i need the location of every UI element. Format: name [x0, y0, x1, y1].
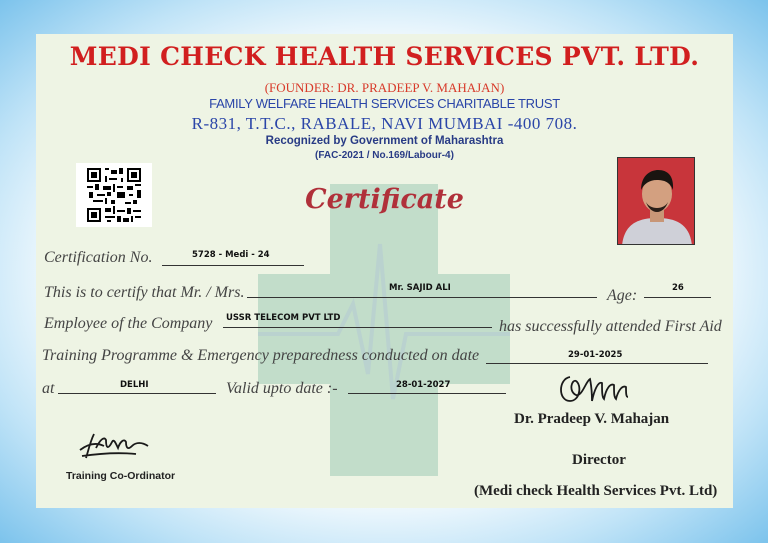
- cert-no-value: 5728 - Medi - 24: [192, 250, 270, 260]
- valid-date: 28-01-2027: [396, 380, 451, 390]
- training-label: Training Programme & Emergency preparedness conducted on date: [42, 347, 480, 364]
- attended-label: has successfully attended First Aid: [499, 318, 722, 335]
- at-label: at: [42, 380, 55, 397]
- recognition: Recognized by Government of Maharashtra: [265, 135, 504, 147]
- age-label: Age:: [607, 287, 638, 304]
- address: R-831, T.T.C., RABALE, NAVI MUMBAI -400 708.: [191, 114, 578, 133]
- fac-number: (FAC-2021 / No.169/Labour-4): [315, 150, 454, 161]
- training-date: 29-01-2025: [568, 350, 623, 360]
- founder-line: (FOUNDER: DR. PRADEEP V. MAHAJAN): [264, 80, 505, 95]
- valid-label: Valid upto date :-: [226, 380, 338, 397]
- recipient-name: Mr. SAJID ALI: [389, 283, 451, 293]
- company-name: MEDI CHECK HEALTH SERVICES PVT. LTD.: [69, 42, 700, 71]
- age-value: 26: [672, 283, 684, 293]
- trust-name: FAMILY WELFARE HEALTH SERVICES CHARITABLE TRUST: [209, 96, 560, 111]
- director-title: Director: [572, 452, 626, 468]
- coordinator-signature: [76, 428, 152, 462]
- director-signature: [556, 371, 636, 407]
- location-value: DELHI: [120, 380, 149, 390]
- cross-watermark: [258, 184, 510, 476]
- employer-company: USSR TELECOM PVT LTD: [226, 313, 341, 323]
- director-name: Dr. Pradeep V. Mahajan: [514, 411, 670, 427]
- employee-label: Employee of the Company: [44, 315, 213, 332]
- director-organization: (Medi check Health Services Pvt. Ltd): [474, 483, 718, 499]
- coordinator-label: Training Co-Ordinator: [66, 470, 176, 482]
- certificate: [36, 34, 733, 508]
- cert-no-label: Certification No.: [44, 249, 153, 266]
- certify-label: This is to certify that Mr. / Mrs.: [44, 284, 245, 301]
- certificate-title: Certificate: [305, 184, 464, 215]
